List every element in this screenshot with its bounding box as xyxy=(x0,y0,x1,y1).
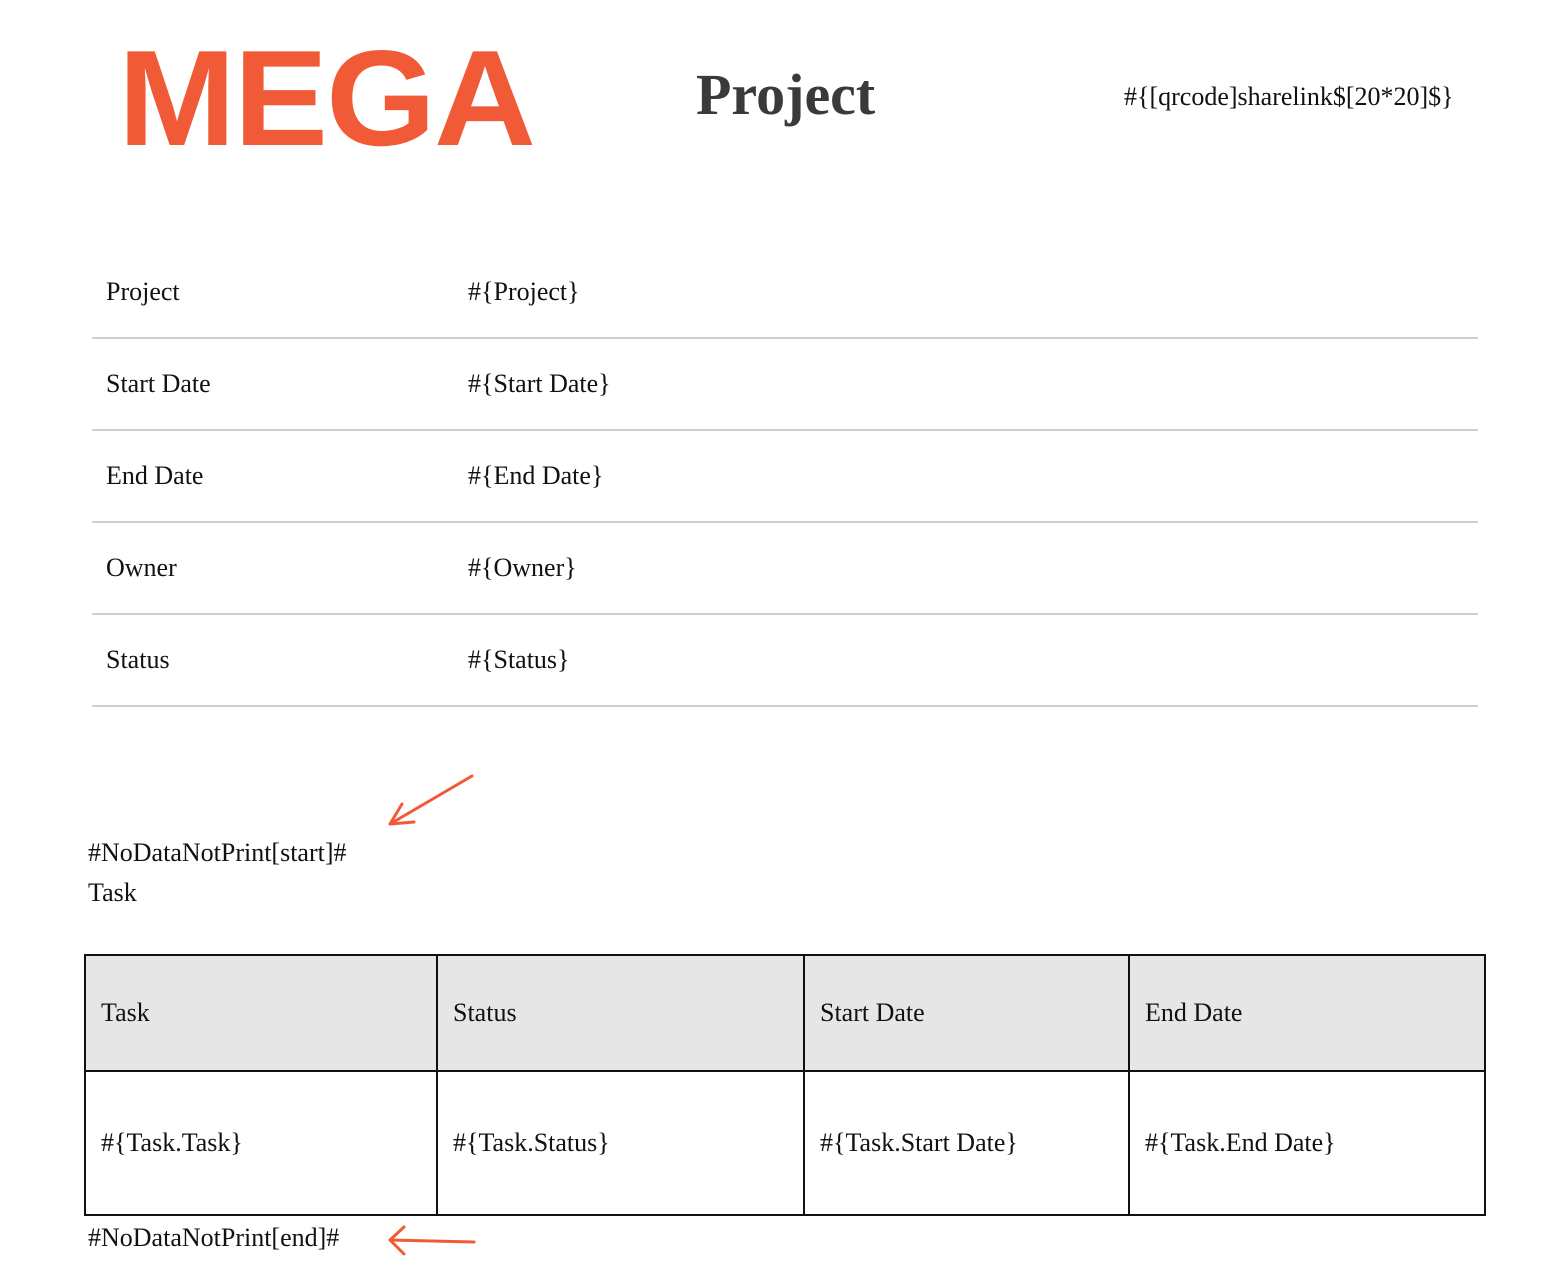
info-label: Start Date xyxy=(92,338,451,430)
arrow-down-left-icon xyxy=(380,770,480,834)
info-label: Owner xyxy=(92,522,451,614)
project-info-table xyxy=(92,246,1478,707)
cell-start-date: #{Task.Start Date} xyxy=(804,1071,1129,1215)
page-title: Project xyxy=(696,62,876,127)
info-row-owner xyxy=(92,522,1478,614)
no-data-start-marker: #NoDataNotPrint[start]# xyxy=(88,838,347,867)
section-heading: Task xyxy=(88,878,137,907)
qrcode-placeholder: #{[qrcode]sharelink$[20*20]$} xyxy=(1124,82,1454,111)
column-header-status: Status xyxy=(437,955,804,1071)
info-value: #{Owner} xyxy=(451,522,1478,614)
info-value: #{Status} xyxy=(451,614,1478,706)
info-label: End Date xyxy=(92,430,451,522)
cell-status: #{Task.Status} xyxy=(437,1071,804,1215)
no-data-end-marker: #NoDataNotPrint[end]# xyxy=(88,1223,340,1252)
info-value: #{Start Date} xyxy=(451,338,1478,430)
cell-task: #{Task.Task} xyxy=(85,1071,437,1215)
info-row-start-date xyxy=(92,338,1478,430)
mega-logo: MEGA xyxy=(118,22,534,174)
arrow-left-icon xyxy=(382,1222,482,1258)
task-table xyxy=(84,954,1486,1216)
cell-end-date: #{Task.End Date} xyxy=(1129,1071,1485,1215)
info-value: #{Project} xyxy=(451,246,1478,338)
task-table-header-row xyxy=(85,955,1485,1071)
table-row xyxy=(85,1071,1485,1215)
column-header-task: Task xyxy=(85,955,437,1071)
info-row-end-date xyxy=(92,430,1478,522)
info-row-status xyxy=(92,614,1478,706)
column-header-end-date: End Date xyxy=(1129,955,1485,1071)
info-label: Status xyxy=(92,614,451,706)
info-value: #{End Date} xyxy=(451,430,1478,522)
info-label: Project xyxy=(92,246,451,338)
column-header-start-date: Start Date xyxy=(804,955,1129,1071)
info-row-project xyxy=(92,246,1478,338)
